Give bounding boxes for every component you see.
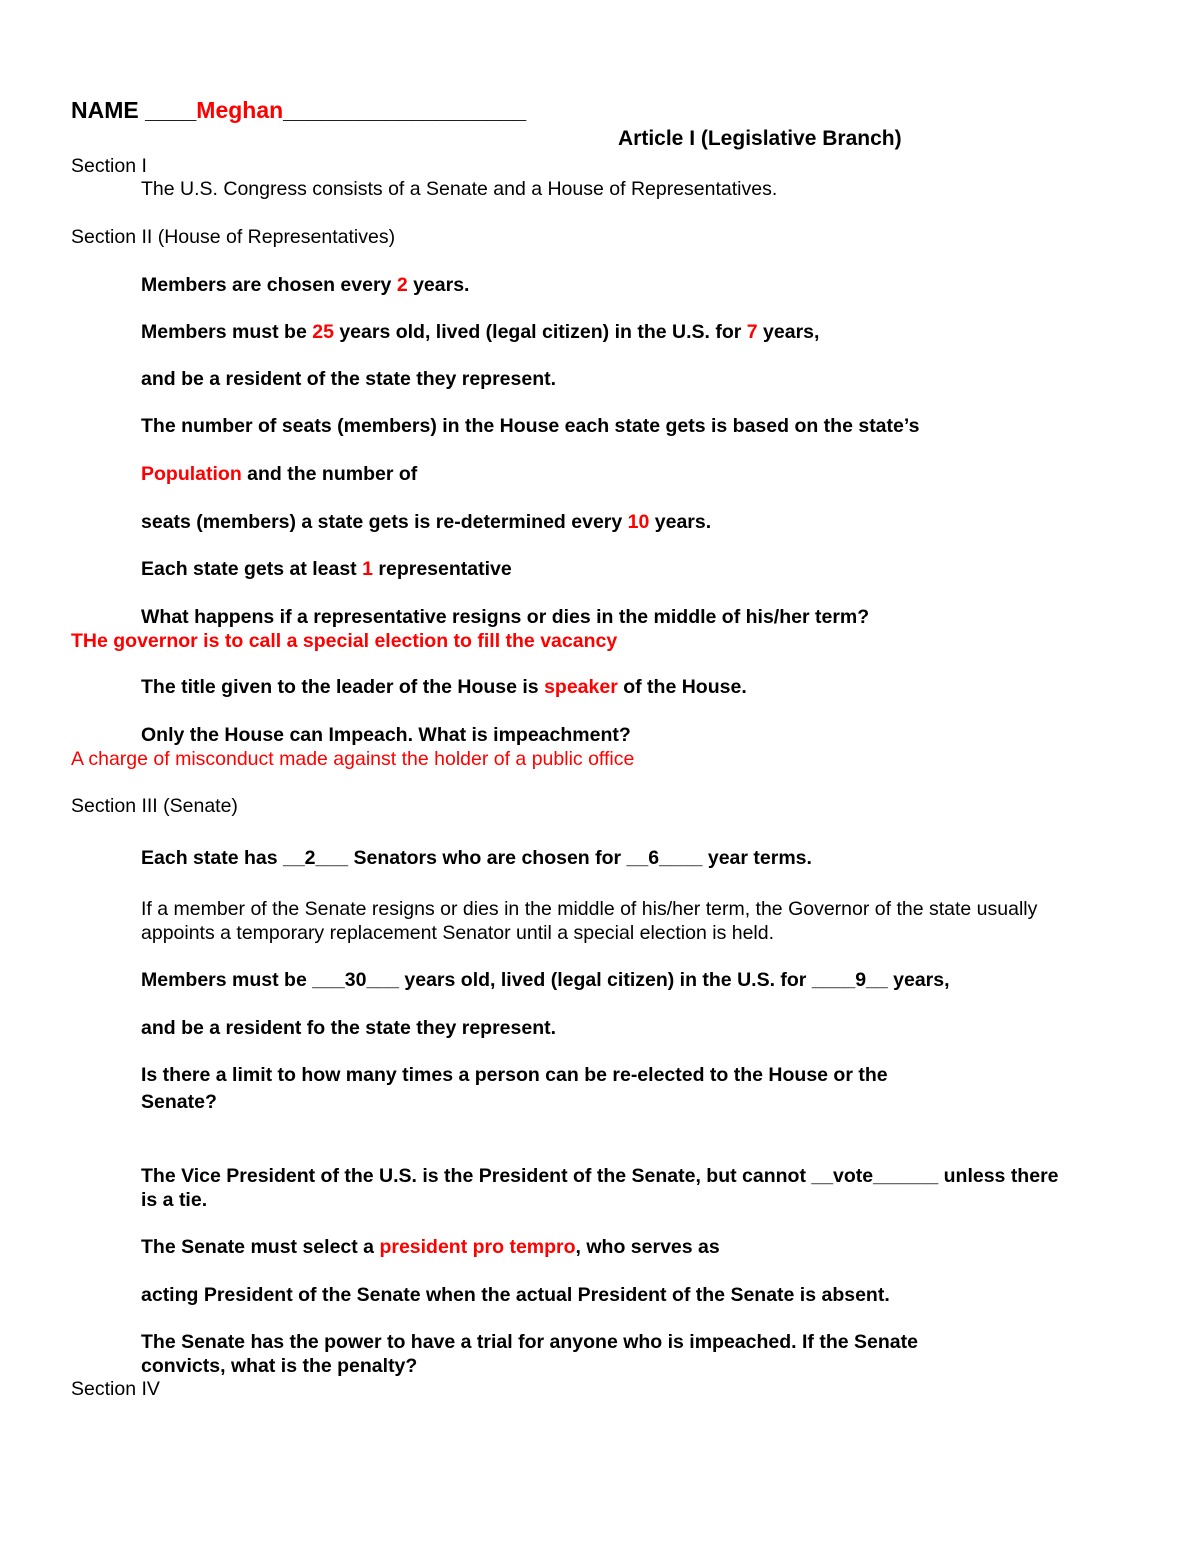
question-text: Each state gets at least (141, 558, 363, 580)
question-pro-tempore (141, 1235, 720, 1259)
answer-text: president pro tempro (379, 1236, 576, 1258)
question-text: years. (407, 274, 470, 296)
question-term-length (141, 273, 469, 297)
question-text: seats (members) a state gets is re-determined every (141, 511, 628, 533)
question-senators: Each state has __2___ Senators who are chosen for __6____ year terms. (141, 847, 812, 869)
question-text: The Senate must select a (141, 1236, 380, 1258)
section-4-heading: Section IV (71, 1378, 160, 1400)
question-population (141, 462, 417, 486)
question-vice-president-1: The Vice President of the U.S. is the President of the Senate, but cannot __vote______ unless there (141, 1165, 1059, 1187)
question-text: , who serves as (575, 1236, 720, 1258)
name-line (71, 98, 526, 122)
answer-text: 7 (746, 321, 758, 343)
question-seats: The number of seats (members) in the House each state gets is based on the state’s (141, 415, 920, 437)
name-value: Meghan (196, 97, 284, 123)
question-term-limit-1: Is there a limit to how many times a person can be re-elected to the House or the (141, 1064, 888, 1086)
question-senate-age: Members must be ___30___ years old, lived (legal citizen) in the U.S. for ____9__ years, (141, 969, 950, 991)
question-text: years, (757, 321, 820, 343)
question-text: years old, lived (legal citizen) in the U.S. for (333, 321, 747, 343)
name-label: NAME ____ (71, 97, 197, 123)
question-age-citizenship (141, 320, 819, 344)
section-1-text: The U.S. Congress consists of a Senate and a House of Representatives. (141, 178, 778, 200)
question-text: of the House. (617, 676, 747, 698)
page-title: Article I (Legislative Branch) (618, 127, 902, 150)
question-trial-2: convicts, what is the penalty? (141, 1355, 418, 1377)
section-3-heading: Section III (Senate) (71, 795, 238, 817)
question-speaker (141, 675, 747, 699)
answer-text: 25 (312, 321, 334, 343)
section-2-heading: Section II (House of Representatives) (71, 226, 396, 248)
question-senate-residency: and be a resident fo the state they represent. (141, 1017, 557, 1039)
question-acting-president: acting President of the Senate when the actual President of the Senate is absent. (141, 1284, 890, 1306)
question-text: and the number of (241, 463, 418, 485)
answer-vacancy: THe governor is to call a special election to fill the vacancy (71, 630, 618, 652)
question-vacancy: What happens if a representative resigns or dies in the middle of his/her term? (141, 606, 870, 628)
question-text: Members must be (141, 321, 313, 343)
question-trial-1: The Senate has the power to have a trial for anyone who is impeached. If the Senate (141, 1331, 918, 1353)
question-impeachment: Only the House can Impeach. What is impeachment? (141, 724, 631, 746)
question-minimum-reps (141, 557, 512, 581)
answer-text: 2 (396, 274, 408, 296)
senate-vacancy-note-1: If a member of the Senate resigns or dies in the middle of his/her term, the Governor of the state usually (141, 898, 1038, 920)
question-term-limit-2: Senate? (141, 1091, 217, 1113)
answer-text: 1 (362, 558, 373, 580)
question-text: Members are chosen every (141, 274, 397, 296)
question-text: representative (372, 558, 512, 580)
question-vice-president-2: is a tie. (141, 1189, 208, 1211)
section-1-heading: Section I (71, 155, 147, 177)
question-residency: and be a resident of the state they represent. (141, 368, 557, 390)
answer-text: 10 (627, 511, 650, 533)
question-redetermination (141, 510, 711, 534)
question-text: The title given to the leader of the House is (141, 676, 545, 698)
answer-text: speaker (544, 676, 618, 698)
name-underline: ___________________ (283, 97, 527, 123)
senate-vacancy-note-2: appoints a temporary replacement Senator until a special election is held. (141, 922, 775, 944)
answer-text: Population (141, 463, 242, 485)
question-text: years. (649, 511, 712, 533)
answer-impeachment: A charge of misconduct made against the holder of a public office (71, 748, 635, 770)
